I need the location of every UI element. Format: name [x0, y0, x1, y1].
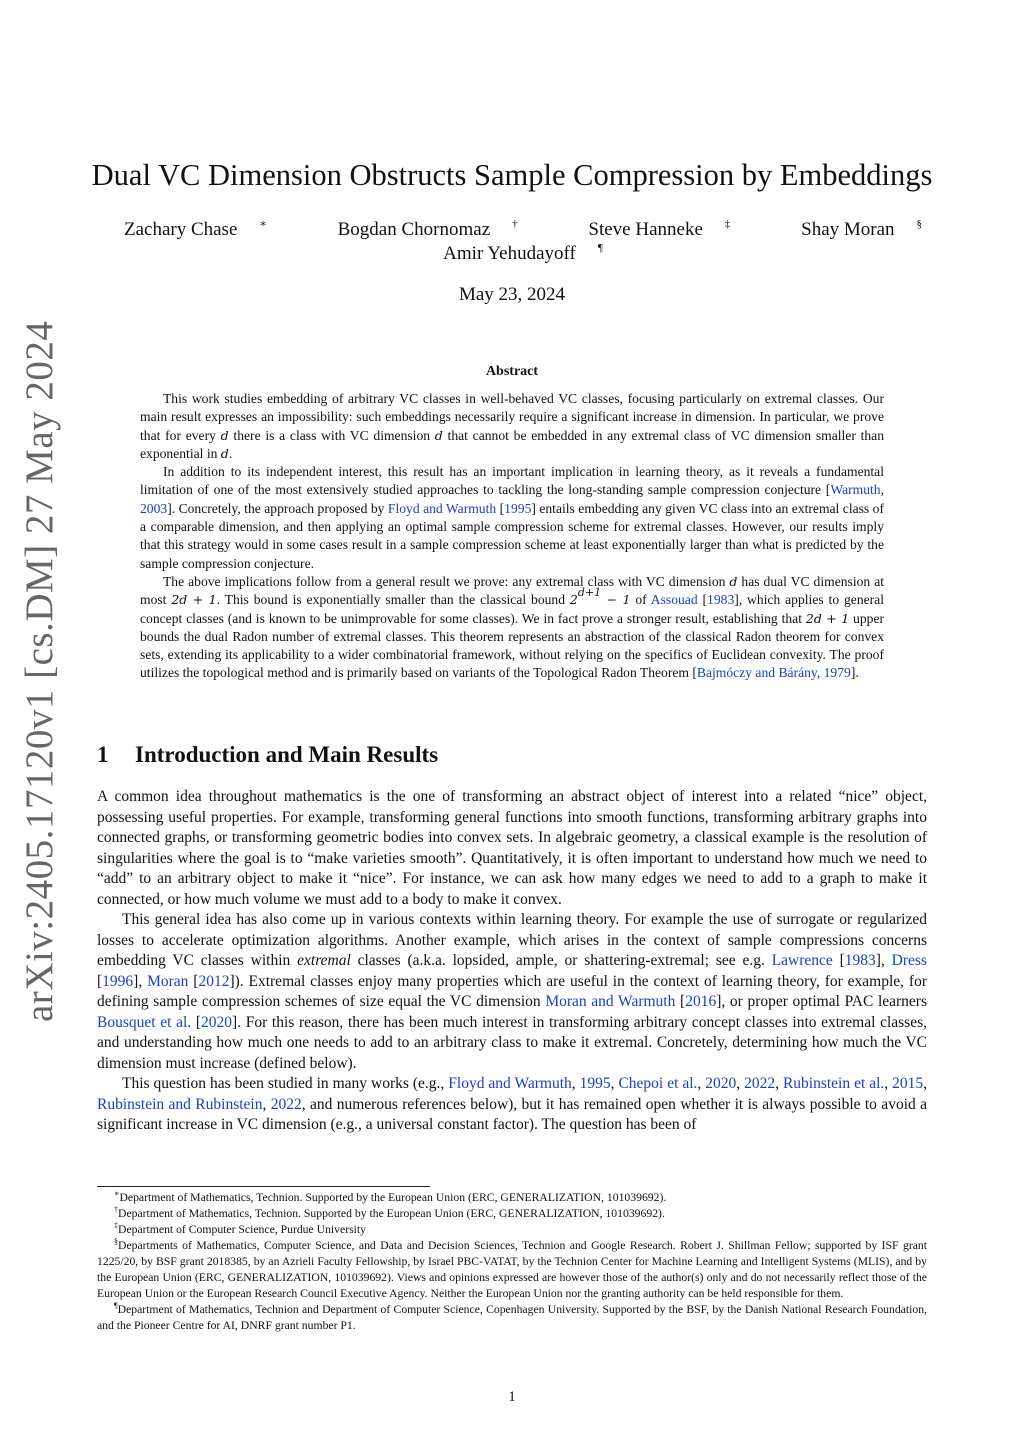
abstract-paragraph: In addition to its independent interest, this result has an important implication in learning theory, as it reveals a fundamental limitation of one of the most extensively studied approaches to tackling the long-standing sample compression conjecture [Warmuth, 2003]. Concretely, the approach proposed by Floyd and Warmuth [1995] entails embedding any given VC class into an extremal class of a comparable dimension, and then applying an optimal sample compression scheme for extremal classes. However, our results imply that this strategy would in some cases result in a sample compression scheme at least exponentially larger than what is predicted by the sample compression conjecture. [140, 464, 885, 571]
author: Steve Hanneke ‡ [588, 218, 731, 240]
citation-link[interactable]: 2015 [892, 1075, 924, 1092]
footnote-rule [97, 1186, 430, 1187]
abstract-paragraph: This work studies embedding of arbitrary VC classes in well-behaved VC classes, focusing particularly on extremal classes. Our main result expresses an impossibility: such embeddings necessarily require a significant increase in dimension. In particular, we prove that for every d there is a class with VC dimension d that cannot be embedded in any extremal class of VC dimension smaller than exponential in d. [140, 391, 885, 461]
abstract-heading: Abstract [485, 364, 539, 379]
footnote: ‡Department of Computer Science, Purdue University [114, 1221, 366, 1236]
citation-link[interactable]: 1995 [579, 1075, 611, 1092]
citation-link[interactable]: Moran and Warmuth [545, 993, 676, 1010]
footnotes [97, 1190, 927, 1334]
abstract-paragraph: The above implications follow from a general result we prove: any extremal class with VC dimension d has dual VC dimension at most 2d + 1. This bound is exponentially smaller than the classical bound $2^{d+1} - 1$ of Assouad [1983], which applies to general concept classes (and is known to be unimprovable for some classes). We in fact prove a stronger result, establishing that 2d + 1 upper bounds the dual Radon number of extremal classes. This theorem represents an abstraction of the classical Radon theorem for convex sets, extending its applicability to a wider combinatorial framework, without relying on the specifics of Euclidean convexity. The proof utilizes the topological method and is primarily based on variants of the Topological Radon Theorem [Bajmóczy and Bárány, 1979]. [140, 573, 885, 681]
page-number: 1 [508, 1389, 516, 1405]
citation-link[interactable]: Assouad [650, 592, 698, 608]
citation-link[interactable]: 2012 [198, 972, 230, 990]
author-list [0, 218, 1024, 266]
arxiv-identifier: arXiv:2405.17120v1 [cs.DM] 27 May 2024 [18, 320, 61, 1022]
citation-link[interactable]: Bajmóczy and Bárány [696, 665, 817, 681]
citation-link[interactable]: 1983 [707, 592, 735, 608]
footnote: §Departments of Mathematics, Computer Science, and Data and Decision Sciences, Technion and Google Research. Robert J. Shillman Fellow; supported by ISF grant 1225/20, by BSF grant 2018385, by an Azrieli Faculty Fellowship, by Israel PBC-VATAT, by the Technion Center for Machine Learning and Intelligent Systems (MLIS), and by the European Union (ERC, GENERALIZATION, 101039692). Views and opinions expressed are however those of the author(s) only and do not necessarily reflect those of the European Union or the European Research Council Executive Agency. Neither the European Union nor the granting authority can be held responsible for them. [97, 1237, 927, 1300]
citation-link[interactable]: Moran [147, 972, 189, 990]
author: Bogdan Chornomaz † [337, 218, 518, 240]
body-paragraph: A common idea throughout mathematics is the one of transforming an abstract object of interest into a related “nice” object, possessing useful properties. For example, transforming general functions into smooth functions, transforming arbitrary graphs into connected graphs, or transforming geometric bodies into convex sets. In algebraic geometry, a classical example is the resolution of singularities where the goal is to “make varieties smooth”. Quantitatively, it is often important to understand how much we need to “add” to an arbitrary object to make it “nice”. For instance, we can ask how many edges we need to add to a graph to make it connected, or how much volume we must add to a body to make it convex. [97, 788, 927, 908]
publication-date: May 23, 2024 [458, 284, 566, 305]
body-paragraph: This general idea has also come up in various contexts within learning theory. For example the use of surrogate or regularized losses to accelerate optimization algorithms. Another example, which arises in the context of sample compressions concerns embedding VC classes within extremal classes (a.k.a. lopsided, ample, or shattering-extremal; see e.g. Lawrence [1983], Dress [1996], Moran [2012]). Extremal classes enjoy many properties which are useful in the context of learning theory, for example, for defining sample compression schemes of size equal the VC dimension Moran and Warmuth [2016], or proper optimal PAC learners Bousquet et al. [2020]. For this reason, there has been much interest in transforming arbitrary concept classes into extremal classes, and understanding how much one needs to add to an arbitrary class to make it extremal. Concretely, determining how much the VC dimension must increase (defined below). [97, 911, 928, 1072]
body-text [97, 787, 927, 1136]
citation-link[interactable]: 2016 [685, 993, 717, 1010]
citation-link[interactable]: 2020 [705, 1075, 737, 1092]
author: Shay Moran § [801, 218, 923, 240]
citation-link[interactable]: 1995 [504, 500, 532, 516]
citation-link[interactable]: 2003 [140, 500, 168, 516]
author: Amir Yehudayoff ¶ [443, 242, 603, 264]
paper-title: Dual VC Dimension Obstructs Sample Compression by Embeddings [91, 158, 933, 192]
footnote: ¶Department of Mathematics, Technion and Department of Computer Science, Copenhagen University. Supported by the BSF, by the Danish National Research Foundation, and the Pioneer Centre for AI, DNRF grant number P1. [97, 1301, 927, 1332]
citation-link[interactable]: Rubinstein and Rubinstein [97, 1095, 263, 1113]
body-paragraph: This question has been studied in many works (e.g., Floyd and Warmuth, 1995, Chepoi et al., 2020, 2022, Rubinstein et al., 2015, Rubinstein and Rubinstein, 2022, and numerous references below), but it has remained open whether it is always possible to avoid a significant increase in VC dimension (e.g., a universal constant factor). The question has been of [97, 1075, 928, 1133]
citation-link[interactable]: Floyd and Warmuth [448, 1075, 572, 1092]
citation-link[interactable]: Warmuth [830, 482, 881, 498]
citation-link[interactable]: 1996 [102, 972, 134, 990]
citation-link[interactable]: 2022 [270, 1095, 302, 1113]
citation-link[interactable]: 2022 [744, 1075, 776, 1092]
citation-link[interactable]: Rubinstein et al. [782, 1075, 885, 1092]
abstract [140, 390, 884, 683]
citation-link[interactable]: Chepoi et al. [618, 1075, 698, 1092]
citation-link[interactable]: 1979 [823, 665, 851, 681]
footnote: ∗Department of Mathematics, Technion. Supported by the European Union (ERC, GENERALIZATION, 101039692). [114, 1189, 667, 1204]
citation-link[interactable]: Lawrence [771, 952, 833, 969]
citation-link[interactable]: Dress [891, 952, 927, 969]
author: Zachary Chase ∗ [123, 218, 267, 240]
footnote: †Department of Mathematics, Technion. Supported by the European Union (ERC, GENERALIZATION, 101039692). [114, 1205, 665, 1220]
citation-link[interactable]: 1983 [844, 952, 876, 969]
citation-link[interactable]: Bousquet et al. [97, 1013, 192, 1031]
section-heading: 1 Introduction and Main Results [97, 742, 439, 767]
citation-link[interactable]: 2020 [201, 1013, 232, 1031]
citation-link[interactable]: Floyd and Warmuth [387, 500, 497, 516]
